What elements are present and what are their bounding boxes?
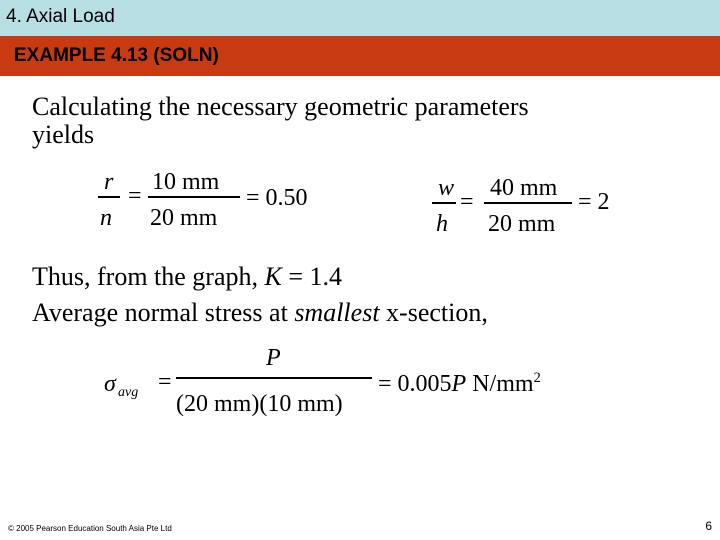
eq1-denominator: 20 mm bbox=[150, 205, 218, 231]
eq2-fraction-bar bbox=[484, 202, 572, 204]
eq1-result: = 0.50 bbox=[246, 185, 308, 211]
eq1-equals: = bbox=[128, 183, 142, 209]
section-header-bar bbox=[0, 0, 720, 36]
section-title: 4. Axial Load bbox=[6, 6, 115, 27]
eq3-sigma: σ bbox=[104, 371, 116, 397]
eq2-equals: = bbox=[460, 189, 474, 215]
eq1-fraction-bar bbox=[148, 196, 240, 198]
eq3-result-unit: N/mm bbox=[466, 371, 534, 397]
eq2-numerator: 40 mm bbox=[490, 175, 558, 201]
eq3-result-exponent: 2 bbox=[533, 370, 541, 386]
eq2-result: = 2 bbox=[578, 189, 610, 215]
eq3-equals: = bbox=[158, 369, 172, 395]
eq3-numerator: P bbox=[266, 345, 281, 371]
eq3-result bbox=[378, 366, 541, 396]
thus-prefix: Thus, from the graph, bbox=[32, 262, 265, 291]
eq2-denominator: 20 mm bbox=[488, 211, 556, 237]
eq1-lhs-numerator: r bbox=[104, 169, 114, 195]
eq3-result-variable: P bbox=[451, 371, 467, 397]
eq1-lhs-fraction-bar bbox=[98, 196, 120, 198]
page-number: 6 bbox=[705, 519, 712, 533]
eq3-fraction-bar bbox=[176, 377, 372, 379]
eq3-denominator: (20 mm)(10 mm) bbox=[176, 391, 343, 417]
avg-prefix: Average normal stress at bbox=[32, 298, 295, 327]
example-title: EXAMPLE 4.13 (SOLN) bbox=[14, 45, 219, 66]
copyright-notice: © 2005 Pearson Education South Asia Pte Ltd bbox=[8, 524, 172, 533]
thus-variable: K bbox=[264, 262, 282, 291]
eq2-lhs-denominator: h bbox=[436, 211, 448, 237]
thus-suffix: = 1.4 bbox=[281, 262, 343, 291]
avg-italic: smallest bbox=[294, 298, 380, 327]
eq1-lhs-denominator: n bbox=[100, 205, 112, 231]
eq3-result-prefix: = 0.005 bbox=[378, 371, 452, 397]
eq3-sigma-subscript: avg bbox=[118, 385, 139, 400]
thus-text bbox=[32, 262, 342, 292]
intro-text-line1: Calculating the necessary geometric parameters bbox=[32, 92, 529, 121]
eq2-lhs-numerator: w bbox=[438, 175, 455, 201]
eq1-numerator: 10 mm bbox=[152, 169, 220, 195]
example-title-bar bbox=[0, 36, 720, 76]
intro-text-line2: yields bbox=[32, 120, 95, 149]
average-stress-text bbox=[32, 298, 488, 328]
eq2-lhs-fraction-bar bbox=[432, 202, 456, 204]
avg-suffix: x-section, bbox=[379, 298, 488, 327]
